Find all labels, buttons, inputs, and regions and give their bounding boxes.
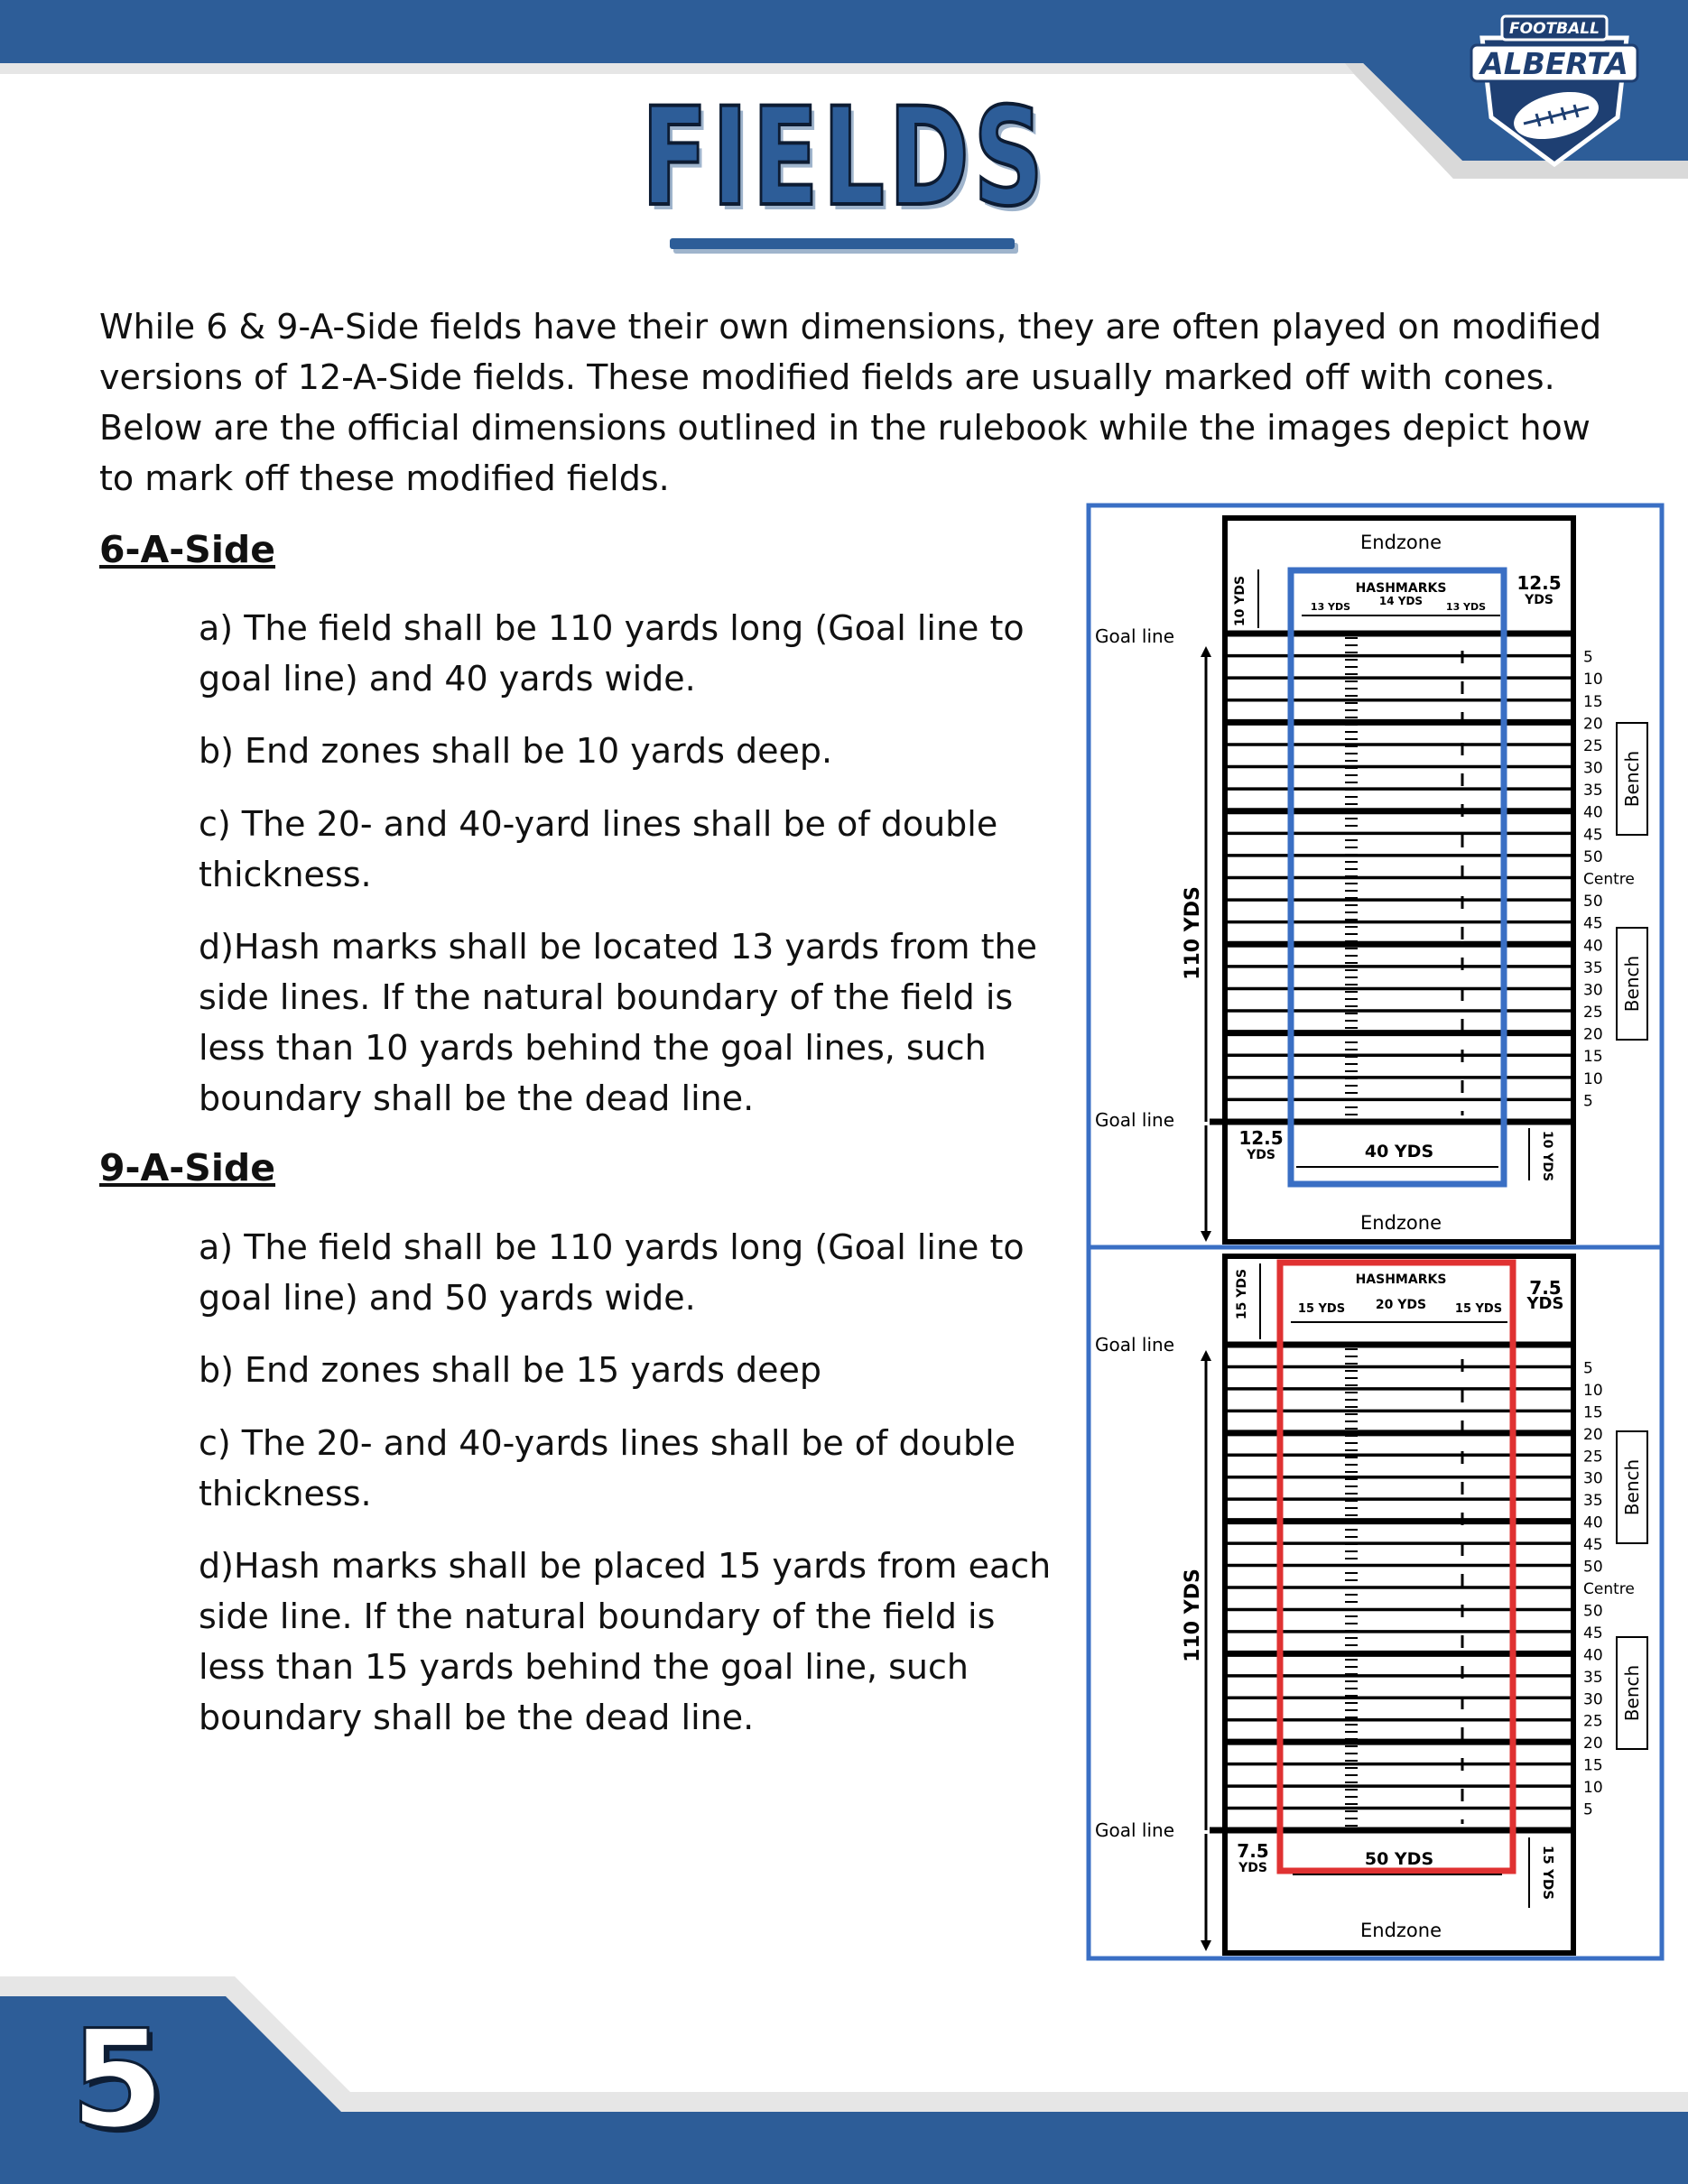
- nine-rule-d: d)Hash marks shall be placed 15 yards from each side line. If the natural boundary of the field is less than 15 yards behind the goal line, such boundary shall be the dead line.: [199, 1546, 1052, 1737]
- yard-number-9: 15: [1583, 1403, 1603, 1422]
- yard-numbers-6: [1583, 649, 1635, 1111]
- goal-line-label-6-bottom: Goal line: [1095, 1109, 1174, 1131]
- field-diagrams: [1083, 502, 1665, 1964]
- yard-number-9: 45: [1583, 1536, 1603, 1555]
- footer-banner: [0, 1976, 1688, 2184]
- yard-number-6: 50: [1583, 893, 1603, 912]
- field-length-6: 110 YDS: [1182, 886, 1204, 980]
- yard-number-6: 40: [1583, 937, 1603, 956]
- hash-left-9: 15 YDS: [1297, 1302, 1346, 1316]
- yard-number-6: 5: [1583, 648, 1593, 667]
- hashmarks-label-9: HASHMARKS: [1355, 1272, 1447, 1287]
- hash-left-6: 13 YDS: [1310, 601, 1351, 613]
- yard-number-9: 40: [1583, 1513, 1603, 1532]
- bench-6-lower: Bench: [1621, 955, 1643, 1013]
- hashmarks-label-6: HASHMARKS: [1355, 581, 1447, 596]
- side-gap-unit-6-bottom: YDS: [1247, 1148, 1275, 1162]
- endzone-depth-9-bottom: 15 YDS: [1540, 1845, 1556, 1901]
- endzone-label-bottom-6: Endzone: [1359, 1212, 1442, 1234]
- yard-number-6: 25: [1583, 736, 1603, 755]
- endzone-depth-6-top: 10 YDS: [1233, 575, 1247, 627]
- six-rule-d: d)Hash marks shall be located 13 yards from the side lines. If the natural boundary of the field is less than 10 yards behind the goal lines, such boundary shall be the dead line.: [199, 927, 1038, 1118]
- six-rule-a: a) The field shall be 110 yards long (Goal line to goal line) and 40 yards wide.: [199, 608, 1025, 699]
- yard-number-6: 5: [1583, 1092, 1593, 1111]
- six-rule-b: b) End zones shall be 10 yards deep.: [199, 731, 833, 771]
- hash-right-9: 15 YDS: [1454, 1302, 1503, 1316]
- nine-rule-b: b) End zones shall be 15 yards deep: [199, 1350, 821, 1390]
- yard-number-6: 40: [1583, 803, 1603, 822]
- bench-9-upper: Bench: [1621, 1458, 1643, 1516]
- yard-number-6: 10: [1583, 1069, 1603, 1088]
- field-6-diagram: [1095, 518, 1647, 1242]
- yard-number-9: 20: [1583, 1425, 1603, 1444]
- side-gap-value-9-bottom: 7.5: [1237, 1840, 1269, 1862]
- yard-number-6: 15: [1583, 1048, 1603, 1067]
- yard-number-9: Centre: [1583, 1580, 1635, 1598]
- logo-main-text: ALBERTA: [1480, 46, 1628, 81]
- endzone-label-bottom-9: Endzone: [1359, 1920, 1442, 1941]
- yard-number-6: 35: [1583, 782, 1603, 800]
- yard-number-9: 25: [1583, 1448, 1603, 1467]
- hash-mid-6: 14 YDS: [1378, 595, 1424, 607]
- yard-number-6: 45: [1583, 826, 1603, 845]
- side-gap-value-6-top: 12.5: [1516, 572, 1562, 594]
- intro-paragraph: While 6 & 9-A-Side fields have their own dimensions, they are often played on modified versions of 12-A-Side fields. These modified fields are usually marked off with cones. Below are the official dimensions outlined in the rulebook while the images depict how to mark off these modified fields.: [99, 307, 1602, 498]
- side-gap-unit-9-bottom: YDS: [1238, 1861, 1267, 1875]
- yard-number-9: 20: [1583, 1735, 1603, 1754]
- yard-lines-6: [1225, 656, 1573, 1100]
- yard-number-6: 30: [1583, 981, 1603, 1000]
- yard-numbers-9: [1583, 1359, 1635, 1818]
- yard-number-9: 10: [1583, 1779, 1603, 1798]
- yard-number-6: 20: [1583, 1025, 1603, 1044]
- yard-number-6: Centre: [1583, 870, 1635, 889]
- yard-number-6: 45: [1583, 914, 1603, 933]
- goal-line-label-9-bottom: Goal line: [1095, 1819, 1174, 1841]
- yard-number-6: 25: [1583, 1004, 1603, 1023]
- yard-number-6: 15: [1583, 692, 1603, 711]
- nine-rule-a: a) The field shall be 110 yards long (Goal line to goal line) and 50 yards wide.: [199, 1227, 1025, 1318]
- width-label-6: 40 YDS: [1364, 1142, 1434, 1161]
- width-label-9: 50 YDS: [1364, 1849, 1434, 1869]
- side-gap-value-9-top: 7.5: [1529, 1277, 1562, 1299]
- six-rule-c: c) The 20- and 40-yard lines shall be of double thickness.: [199, 804, 998, 894]
- title-underline: [670, 238, 1015, 249]
- endzone-depth-6-bottom: 10 YDS: [1540, 1130, 1554, 1182]
- bench-6-upper: Bench: [1621, 750, 1643, 808]
- yard-number-9: 30: [1583, 1469, 1603, 1488]
- page-title: FIELDS: [641, 79, 1047, 236]
- yard-number-9: 15: [1583, 1756, 1603, 1775]
- yard-number-9: 25: [1583, 1712, 1603, 1731]
- yard-number-9: 45: [1583, 1624, 1603, 1643]
- yard-number-6: 35: [1583, 958, 1603, 977]
- endzone-label-top-6: Endzone: [1359, 532, 1442, 553]
- side-gap-unit-6-top: YDS: [1525, 593, 1554, 607]
- yard-number-6: 20: [1583, 715, 1603, 734]
- field-length-9: 110 YDS: [1182, 1569, 1204, 1662]
- yard-number-9: 35: [1583, 1492, 1603, 1511]
- yard-number-9: 10: [1583, 1381, 1603, 1400]
- yard-number-9: 50: [1583, 1558, 1603, 1577]
- yard-number-6: 50: [1583, 847, 1603, 866]
- yard-number-9: 30: [1583, 1690, 1603, 1709]
- nine-rule-c: c) The 20- and 40-yards lines shall be of double thickness.: [199, 1423, 1016, 1513]
- hash-right-6: 13 YDS: [1445, 601, 1487, 613]
- yard-number-6: 30: [1583, 759, 1603, 778]
- field-9-diagram: [1095, 1256, 1647, 1953]
- side-gap-unit-9-top: YDS: [1526, 1294, 1564, 1313]
- page-number: 5: [70, 2002, 165, 2159]
- yard-number-6: 10: [1583, 671, 1603, 689]
- goal-line-label-6-top: Goal line: [1095, 625, 1174, 647]
- yard-number-9: 5: [1583, 1359, 1593, 1378]
- side-gap-value-6-bottom: 12.5: [1238, 1127, 1284, 1149]
- goal-line-label-9-top: Goal line: [1095, 1334, 1174, 1356]
- six-a-side-heading: 6-A-Side: [99, 528, 276, 571]
- endzone-depth-9-top: 15 YDS: [1235, 1268, 1249, 1320]
- yard-number-9: 40: [1583, 1646, 1603, 1665]
- yard-number-9: 50: [1583, 1602, 1603, 1621]
- yard-number-9: 5: [1583, 1800, 1593, 1819]
- logo-top-text: FOOTBALL: [1509, 20, 1600, 38]
- nine-a-side-heading: 9-A-Side: [99, 1146, 276, 1189]
- hash-mid-9: 20 YDS: [1375, 1298, 1427, 1312]
- bench-9-lower: Bench: [1621, 1664, 1643, 1722]
- yard-number-9: 35: [1583, 1668, 1603, 1687]
